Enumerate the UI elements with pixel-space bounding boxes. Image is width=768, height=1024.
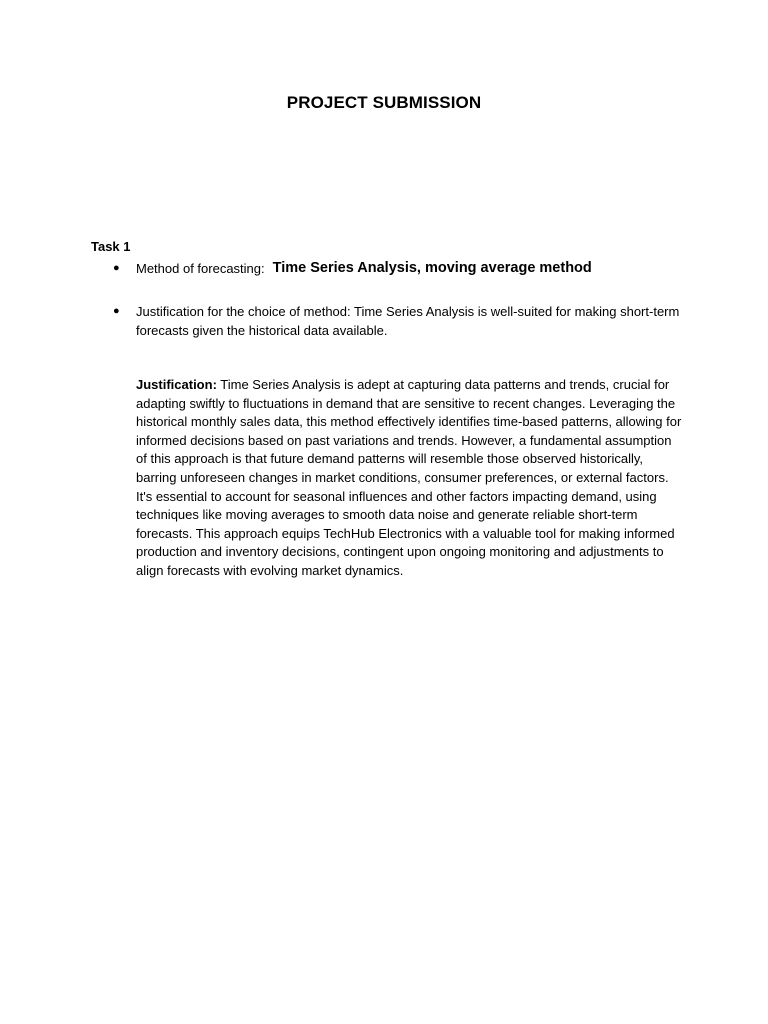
justification-paragraph xyxy=(136,376,684,581)
bullet-dot-icon: ● xyxy=(113,262,120,274)
justification-body: Time Series Analysis is adept at capturing data patterns and trends, crucial for adapting swiftly to fluctuations in demand that are sensitive to recent changes. Leveraging the historical monthly sales data, this method effectively identifies time-based patterns, allowing for informed decisions based on past variations and trends. However, a fundamental assumption of this approach is that future demand patterns will resemble those observed historically, barring unforeseen changes in market conditions, consumer preferences, or external factors. It's essential to account for seasonal influences and other factors impacting demand, using techniques like moving averages to smooth data noise and generate reliable short-term forecasts. This approach equips TechHub Electronics with a valuable tool for making informed production and inventory decisions, contingent upon ongoing monitoring and adjustments to align forecasts with evolving market dynamics. xyxy=(136,377,682,578)
bullet-text: Justification for the choice of method: Time Series Analysis is well-suited for making short-term forecasts given the historical data available. xyxy=(136,304,680,338)
bullet-text xyxy=(136,259,681,279)
task-heading: Task 1 xyxy=(91,239,131,254)
method-label: Method of forecasting: xyxy=(136,261,265,276)
page-title: PROJECT SUBMISSION xyxy=(286,93,482,112)
method-value: Time Series Analysis, moving average method xyxy=(272,260,592,276)
bullet-dot-icon: ● xyxy=(113,305,120,317)
justification-lead: Justification: xyxy=(136,377,217,392)
